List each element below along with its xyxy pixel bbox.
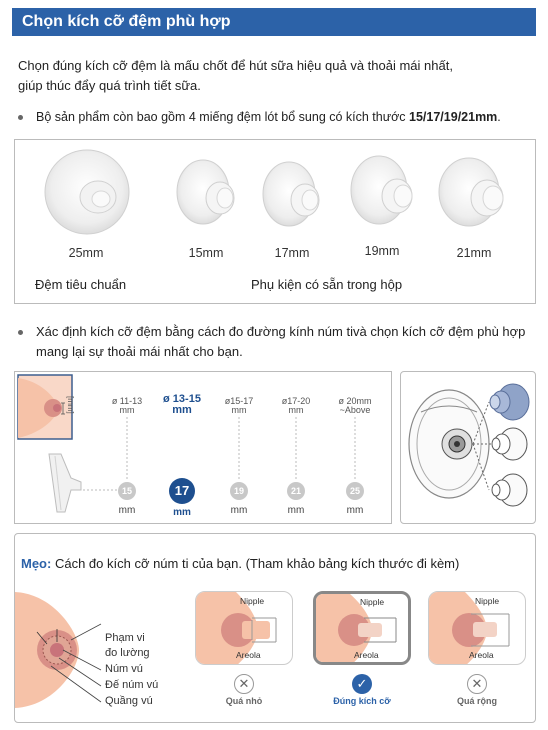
nipple-label: Nipple bbox=[240, 596, 265, 606]
unit-label-highlight: mm bbox=[173, 507, 191, 518]
nipple-label: Nipple bbox=[360, 597, 385, 607]
vertical-unit-label: [mm] bbox=[66, 396, 75, 414]
shield-label: 15mm bbox=[188, 246, 224, 260]
fit-panel-correct bbox=[313, 591, 411, 665]
bullet-dot bbox=[18, 330, 23, 335]
size-range: ø 20mm ~Above bbox=[338, 396, 372, 415]
bullet-1-text: Bộ sản phẩm còn bao gồm 4 miếng đệm lót bổ sung có kích thước 15/17/19/21mm. bbox=[36, 110, 501, 124]
cross-icon: ✕ bbox=[467, 674, 487, 694]
shield-size-badge: 21 bbox=[287, 482, 305, 500]
size-range: ø17-20 mm bbox=[281, 396, 311, 415]
pump-box bbox=[400, 371, 536, 524]
shield-size-badge: 15 bbox=[118, 482, 136, 500]
section-header: Chọn kích cỡ đệm phù hợp bbox=[12, 8, 536, 36]
intro-line-2: giúp thúc đẩy quá trình tiết sữa. bbox=[18, 78, 201, 93]
shield-size-badge-highlight: 17 bbox=[169, 478, 195, 504]
shield-25-icon bbox=[45, 150, 129, 234]
verdict-too-small: Quá nhỏ bbox=[225, 696, 263, 706]
size-range: ø 11-13 mm bbox=[111, 396, 143, 415]
shields-box bbox=[14, 139, 536, 304]
verdict-too-wide: Quá rộng bbox=[457, 696, 497, 706]
fit-panel-too-small bbox=[195, 591, 293, 665]
check-icon: ✓ bbox=[352, 674, 372, 694]
unit-label: mm bbox=[230, 505, 248, 516]
tip-box bbox=[14, 533, 536, 723]
cross-icon: ✕ bbox=[234, 674, 254, 694]
bullet-1-sizes: 15/17/19/21mm bbox=[409, 110, 498, 124]
shield-label: 17mm bbox=[274, 246, 310, 260]
pump-illustration bbox=[401, 372, 535, 523]
unit-label: mm bbox=[118, 505, 136, 516]
bullet-dot bbox=[18, 115, 23, 120]
nipple-label: Nipple bbox=[475, 596, 500, 606]
label-areola: Quầng vú bbox=[105, 695, 153, 707]
fit-panel-too-wide bbox=[428, 591, 526, 665]
shield-size-badge: 25 bbox=[346, 482, 364, 500]
shield-label: 19mm bbox=[364, 244, 400, 258]
shield-label: 25mm bbox=[68, 246, 104, 260]
areola-label: Areola bbox=[236, 650, 261, 660]
caption-standard: Đệm tiêu chuẩn bbox=[35, 277, 127, 292]
bullet-2-line-1: Xác định kích cỡ đệm bằng cách đo đường kính núm tivà chọn kích cỡ đệm phù hợp bbox=[36, 324, 526, 339]
shield-15-icon bbox=[177, 160, 234, 224]
shield-label: 21mm bbox=[456, 246, 492, 260]
size-range-highlight: ø 13-15 mm bbox=[163, 393, 201, 416]
bullet-2-line-2: mang lại sự thoải mái nhất cho bạn. bbox=[36, 344, 243, 359]
tip-title: Mẹo: Cách đo kích cỡ núm ti của bạn. (Tham khảo bảng kích thước đi kèm) bbox=[21, 556, 460, 571]
areola-label: Areola bbox=[469, 650, 494, 660]
label-nipple-base: Đế núm vú bbox=[105, 679, 159, 691]
unit-label: mm bbox=[346, 505, 364, 516]
label-measure-range: Phạm vi đo lường bbox=[105, 632, 150, 659]
verdict-correct: Đúng kích cỡ bbox=[333, 696, 391, 706]
areola-label: Areola bbox=[354, 650, 379, 660]
shield-17-icon bbox=[263, 162, 319, 226]
size-range: ø15-17 mm bbox=[224, 396, 254, 415]
label-nipple: Núm vú bbox=[105, 663, 143, 675]
sizing-box bbox=[14, 371, 392, 524]
caption-included: Phụ kiện có sẵn trong hộp bbox=[251, 277, 403, 292]
intro-line-1: Chọn đúng kích cỡ đệm là mấu chốt để hút sữa hiệu quả và thoải mái nhất, bbox=[18, 58, 453, 73]
shield-size-badge: 19 bbox=[230, 482, 248, 500]
shield-21-icon bbox=[439, 158, 503, 226]
unit-label: mm bbox=[287, 505, 305, 516]
shields-illustration bbox=[15, 140, 535, 260]
tip-label: Mẹo: bbox=[21, 556, 52, 571]
shield-19-icon bbox=[351, 156, 412, 224]
